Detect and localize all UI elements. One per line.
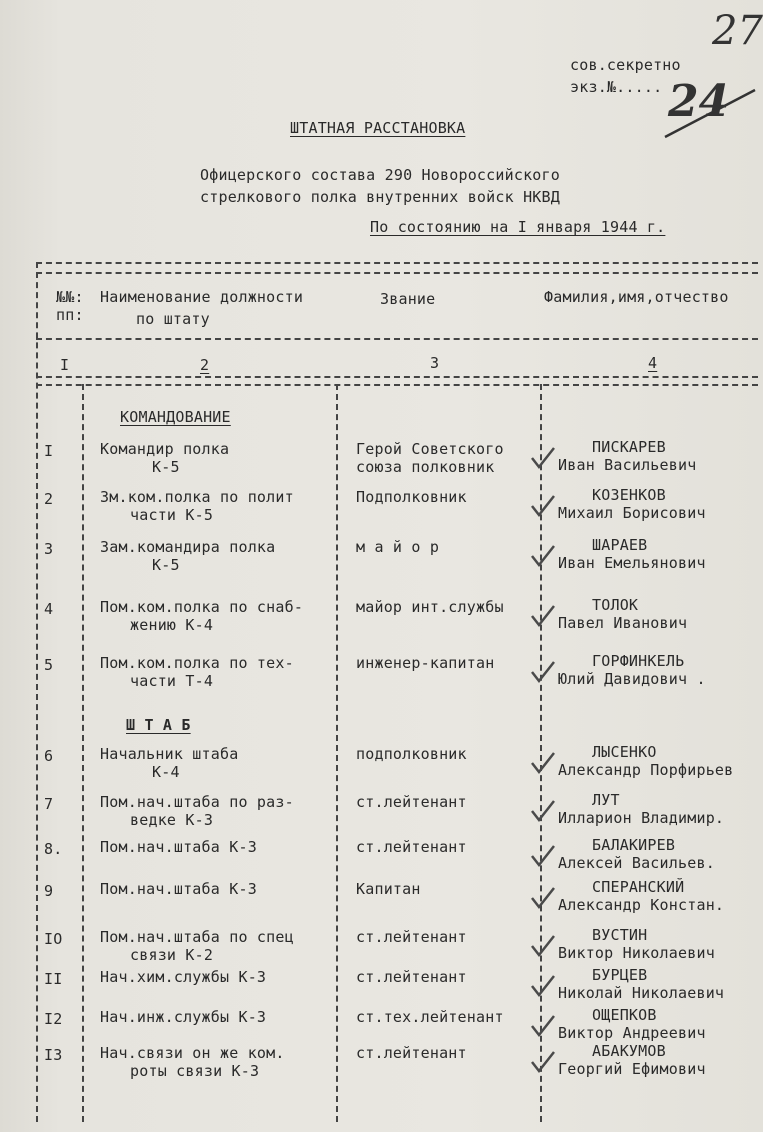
row-number: 4	[44, 600, 54, 618]
row-position-line-2: ведке К-3	[130, 811, 214, 829]
col-position-rule	[336, 384, 338, 1122]
date-line: По состоянию на I января 1944 г.	[370, 218, 666, 236]
row-given-names: Александр Порфирьев	[558, 761, 734, 779]
handwritten-page-number: 27	[712, 8, 763, 54]
row-surname: КОЗЕНКОВ	[592, 486, 666, 504]
checkmark-icon	[530, 660, 556, 684]
row-rank-line-1: ст.лейтенант	[356, 928, 467, 946]
secrecy-label: сов.секретно	[570, 56, 681, 74]
row-rank-line-1: Капитан	[356, 880, 421, 898]
row-rank-line-1: Герой Советского	[356, 440, 504, 458]
column-number-3: 3	[430, 354, 440, 372]
row-number: 9	[44, 882, 54, 900]
row-position-line-1: Пом.нач.штаба по спец	[100, 928, 294, 946]
column-number-2: 2	[200, 356, 210, 374]
header-name: Фамилия,имя,отчество	[544, 288, 729, 306]
row-rank-line-1: подполковник	[356, 745, 467, 763]
row-position-line-1: Нач.связи он же ком.	[100, 1044, 285, 1062]
checkmark-icon	[530, 604, 556, 628]
header-num: №№:	[56, 288, 84, 306]
row-given-names: Виктор Николаевич	[558, 944, 715, 962]
column-number-4: 4	[648, 354, 658, 372]
checkmark-icon	[530, 844, 556, 868]
header-num-2: пп:	[56, 306, 84, 324]
row-rank-line-1: ст.лейтенант	[356, 793, 467, 811]
section-command: КОМАНДОВАНИЕ	[120, 408, 231, 426]
row-position-line-2: связи К-2	[130, 946, 214, 964]
row-number: I	[44, 442, 54, 460]
header-position: Наименование должности	[100, 288, 304, 306]
row-number: 2	[44, 490, 54, 508]
row-position-line-1: Командир полка	[100, 440, 230, 458]
row-given-names: Михаил Борисович	[558, 504, 706, 522]
checkmark-icon	[530, 934, 556, 958]
row-surname: СПЕРАНСКИЙ	[592, 878, 685, 896]
checkmark-icon	[530, 1014, 556, 1038]
handwritten-sheet-number: 24	[668, 76, 730, 127]
checkmark-icon	[530, 544, 556, 568]
row-surname: ВУСТИН	[592, 926, 648, 944]
table-top-rule	[36, 262, 758, 264]
row-rank-line-1: ст.лейтенант	[356, 838, 467, 856]
row-given-names: Алексей Васильев.	[558, 854, 715, 872]
strike-mark	[660, 85, 760, 145]
copy-number-label: экз.№.....	[570, 78, 663, 96]
row-rank-line-1: ст.лейтенант	[356, 968, 467, 986]
row-position-line-1: Зам.командира полка	[100, 538, 276, 556]
header-bottom-rule	[36, 338, 758, 340]
row-position-line-1: Пом.нач.штаба К-3	[100, 880, 257, 898]
row-position-line-2: части К-5	[130, 506, 214, 524]
subtitle-line-1: Офицерского состава 290 Новороссийского	[200, 166, 560, 184]
checkmark-icon	[530, 974, 556, 998]
row-position-line-2: части Т-4	[130, 672, 214, 690]
row-given-names: Илларион Владимир.	[558, 809, 725, 827]
row-surname: ЛУТ	[592, 791, 620, 809]
row-given-names: Иван Васильевич	[558, 456, 697, 474]
row-number: 6	[44, 747, 54, 765]
row-number: II	[44, 970, 63, 988]
row-position-line-1: Начальник штаба	[100, 745, 239, 763]
row-surname: БУРЦЕВ	[592, 966, 648, 984]
colnum-bottom-rule	[36, 376, 758, 378]
row-surname: ТОЛОК	[592, 596, 639, 614]
row-position-line-2: К-5	[152, 556, 180, 574]
row-rank-line-2: союза полковник	[356, 458, 495, 476]
checkmark-icon	[530, 494, 556, 518]
row-surname: ШАРАЕВ	[592, 536, 648, 554]
row-given-names: Александр Констан.	[558, 896, 725, 914]
header-position-2: по штату	[136, 310, 210, 328]
row-given-names: Павел Иванович	[558, 614, 688, 632]
row-surname: АБАКУМОВ	[592, 1042, 666, 1060]
col-left-rule	[36, 262, 38, 1122]
row-position-line-2: жению К-4	[130, 616, 214, 634]
row-position-line-2: роты связи К-3	[130, 1062, 260, 1080]
section-staff: Ш Т А Б	[126, 716, 191, 734]
row-rank-line-1: инженер-капитан	[356, 654, 495, 672]
subtitle-line-2: стрелкового полка внутренних войск НКВД	[200, 188, 560, 206]
row-given-names: Николай Николаевич	[558, 984, 725, 1002]
row-position-line-1: Пом.ком.полка по снаб-	[100, 598, 304, 616]
row-surname: ГОРФИНКЕЛЬ	[592, 652, 685, 670]
row-position-line-1: Пом.нач.штаба по раз-	[100, 793, 294, 811]
row-position-line-1: Пом.ком.полка по тех-	[100, 654, 294, 672]
checkmark-icon	[530, 751, 556, 775]
header-rank: Звание	[380, 290, 436, 308]
table-top-rule-2	[36, 272, 758, 274]
row-position-line-2: К-4	[152, 763, 180, 781]
checkmark-icon	[530, 1050, 556, 1074]
row-given-names: Юлий Давидович .	[558, 670, 706, 688]
col-num-rule	[82, 384, 84, 1122]
row-given-names: Виктор Андреевич	[558, 1024, 706, 1042]
checkmark-icon	[530, 886, 556, 910]
row-rank-line-1: ст.тех.лейтенант	[356, 1008, 504, 1026]
row-position-line-2: К-5	[152, 458, 180, 476]
checkmark-icon	[530, 446, 556, 470]
row-rank-line-1: Подполковник	[356, 488, 467, 506]
row-rank-line-1: майор инт.службы	[356, 598, 504, 616]
row-number: 7	[44, 795, 54, 813]
row-surname: ЛЫСЕНКО	[592, 743, 657, 761]
row-number: 5	[44, 656, 54, 674]
row-position-line-1: Нач.инж.службы К-3	[100, 1008, 267, 1026]
row-position-line-1: Пом.нач.штаба К-3	[100, 838, 257, 856]
colnum-bottom-rule-2	[36, 384, 758, 386]
row-number: IO	[44, 930, 63, 948]
row-surname: ОЩЕПКОВ	[592, 1006, 657, 1024]
row-given-names: Георгий Ефимович	[558, 1060, 706, 1078]
checkmark-icon	[530, 799, 556, 823]
row-given-names: Иван Емельянович	[558, 554, 706, 572]
row-surname: БАЛАКИРЕВ	[592, 836, 676, 854]
row-position-line-1: Нач.хим.службы К-3	[100, 968, 267, 986]
row-number: 8.	[44, 840, 63, 858]
row-rank-line-1: ст.лейтенант	[356, 1044, 467, 1062]
row-surname: ПИСКАРЕВ	[592, 438, 666, 456]
row-rank-line-1: м а й о р	[356, 538, 440, 556]
row-number: 3	[44, 540, 54, 558]
row-number: I3	[44, 1046, 63, 1064]
row-position-line-1: Зм.ком.полка по полит	[100, 488, 294, 506]
document-title: ШТАТНАЯ РАССТАНОВКА	[290, 119, 466, 137]
column-number-1: I	[60, 356, 70, 374]
row-number: I2	[44, 1010, 63, 1028]
